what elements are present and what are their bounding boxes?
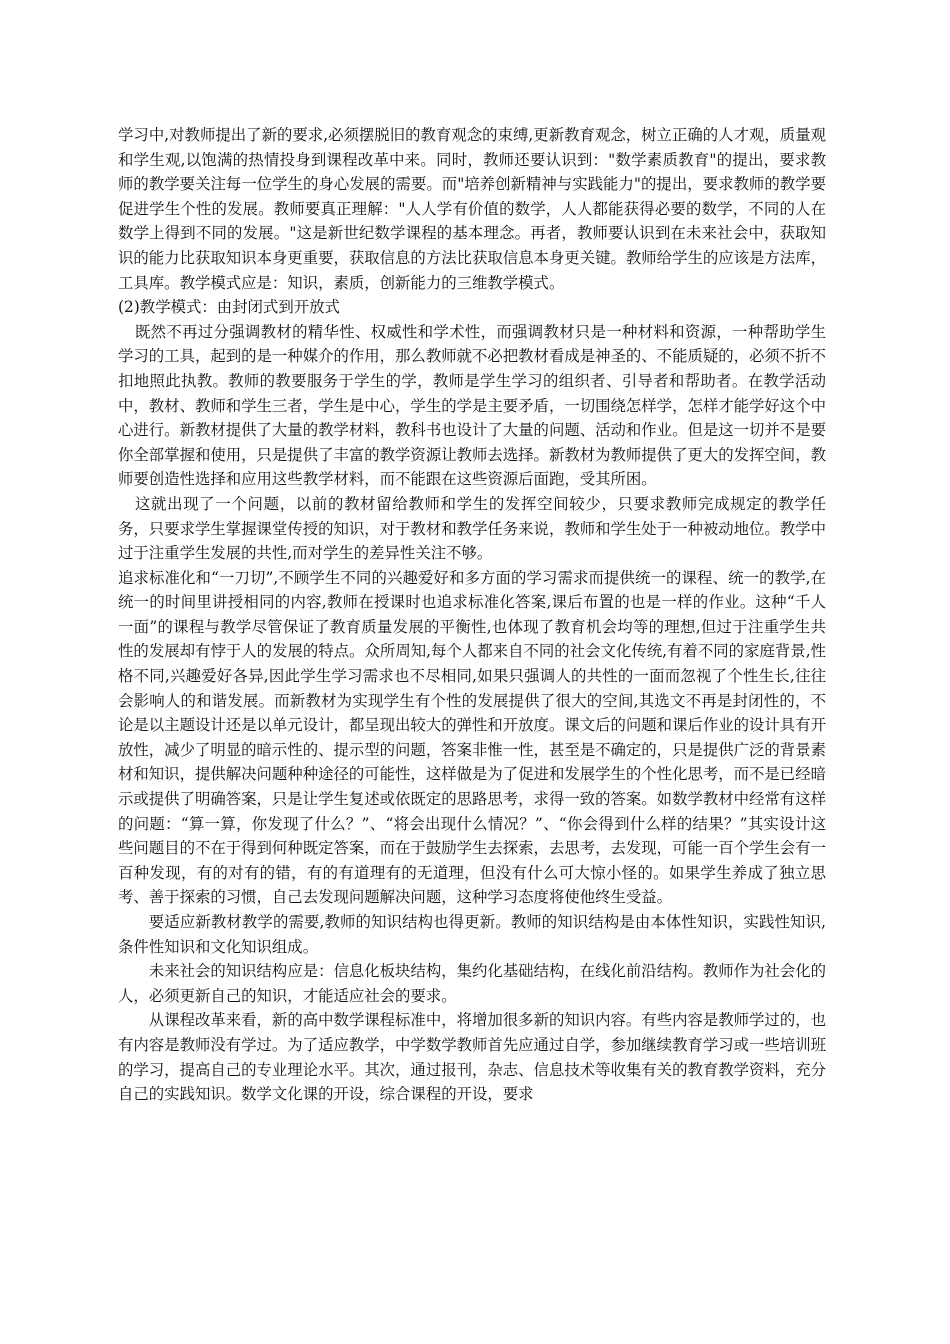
document-body: [118, 123, 826, 1107]
paragraph-1: 学习中,对教师提出了新的要求,必须摆脱旧的教育观念的束缚,更新教育观念，树立正确的人才观，质量观和学生观,以饱满的热情投身到课程改革中来。同时，教师还要认识到："数学素质教育"的提出，要求教师的教学要关注每一位学生的身心发展的需要。而"培养创新精神与实践能力"的提出，要求教师的教学要促进学生个性的发展。教师要真正理解："人人学有价值的数学，人人都能获得必要的数学，不同的人在数学上得到不同的发展。"这是新世纪数学课程的基本理念。再者，教师要认识到在未来社会中，获取知识的能力比获取知识本身更重要，获取信息的方法比获取信息本身更关键。教师给学生的应该是方法库，工具库。教学模式应是：知识，素质，创新能力的三维教学模式。: [118, 126, 826, 292]
paragraph-6: 未来社会的知识结构应是：信息化板块结构，集约化基础结构，在线化前沿结构。教师作为社会化的人，必须更新自己的知识，才能适应社会的要求。: [118, 962, 826, 1005]
section-heading: (2)教学模式：由封闭式到开放式: [118, 298, 340, 317]
paragraph-7: 从课程改革来看，新的高中数学课程标准中，将增加很多新的知识内容。有些内容是教师学过的，也有内容是教师没有学过。为了适应教学，中学数学教师首先应通过自学，参加继续教育学习或一些培训班的学习，提高自己的专业理论水平。其次，通过报刊，杂志、信息技术等收集有关的教育教学资料，充分自己的实践知识。数学文化课的开设，综合课程的开设，要求: [118, 1011, 826, 1104]
paragraph-3: 这就出现了一个问题，以前的教材留给教师和学生的发挥空间较少，只要求教师完成规定的教学任务，只要求学生掌握课堂传授的知识，对于教材和教学任务来说，教师和学生处于一种被动地位。教学中过于注重学生发展的共性,而对学生的差异性关注不够。: [118, 494, 826, 563]
paragraph-2: 既然不再过分强调教材的精华性、权威性和学术性，而强调教材只是一种材料和资源，一种帮助学生学习的工具，起到的是一种媒介的作用，那么教师就不必把教材看成是神圣的、不能质疑的，必须不折不扣地照此执教。教师的教要服务于学生的学，教师是学生学习的组织者、引导者和帮助者。在教学活动中，教材、教师和学生三者，学生是中心，学生的学是主要矛盾，一切围绕怎样学，怎样才能学好这个中心进行。新教材提供了大量的教学材料，教科书也设计了大量的问题、活动和作业。但是这一切并不是要你全部掌握和使用，只是提供了丰富的教学资源让教师去选择。新教材为教师提供了更大的发挥空间，教师要创造性选择和应用这些教学材料，而不能跟在这些资源后面跑，受其所困。: [118, 322, 826, 489]
paragraph-4: 追求标准化和“一刀切”,不顾学生不同的兴趣爱好和多方面的学习需求而提供统一的课程、统一的教学,在统一的时间里讲授相同的内容,教师在授课时也追求标准化答案,课后布置的也是一样的作业。这种“千人一面”的课程与教学尽管保证了教育质量发展的平衡性,也体现了教育机会均等的理想,但过于注重学生共性的发展却有悖于人的发展的特点。众所周知,每个人都来自不同的社会文化传统,有着不同的家庭背景,性格不同,兴趣爱好各异,因此学生学习需求也不尽相同,如果只强调人的共性的一面而忽视了个性生长,往往会影响人的和谐发展。而新教材为实现学生有个性的发展提供了很大的空间,其选文不再是封闭性的，不论是以主题设计还是以单元设计，都呈现出较大的弹性和开放度。课文后的问题和课后作业的设计具有开放性，减少了明显的暗示性的、提示型的问题，答案非惟一性，甚至是不确定的，只是提供广泛的背景素材和知识，提供解决问题种种途径的可能性，这样做是为了促进和发展学生的个性化思考，而不是已经暗示或提供了明确答案，只是让学生复述或依既定的思路思考，求得一致的答案。如数学教材中经常有这样的问题：“算一算，你发现了什么？”、“将会出现什么情况？”、“你会得到什么样的结果？”其实设计这些问题目的不在于得到何种既定答案，而在于鼓励学生去探索，去思考，去发现，可能一百个学生会有一百种发现，有的对有的错，有的有道理有的无道理，但没有什么可大惊小怪的。如果学生养成了独立思考、善于探索的习惯，自己去发现问题解决问题，这种学习态度将使他终生受益。: [118, 568, 826, 907]
paragraph-5: 要适应新教材教学的需要,教师的知识结构也得更新。教师的知识结构是由本体性知识，实践性知识,条件性知识和文化知识组成。: [118, 913, 826, 956]
